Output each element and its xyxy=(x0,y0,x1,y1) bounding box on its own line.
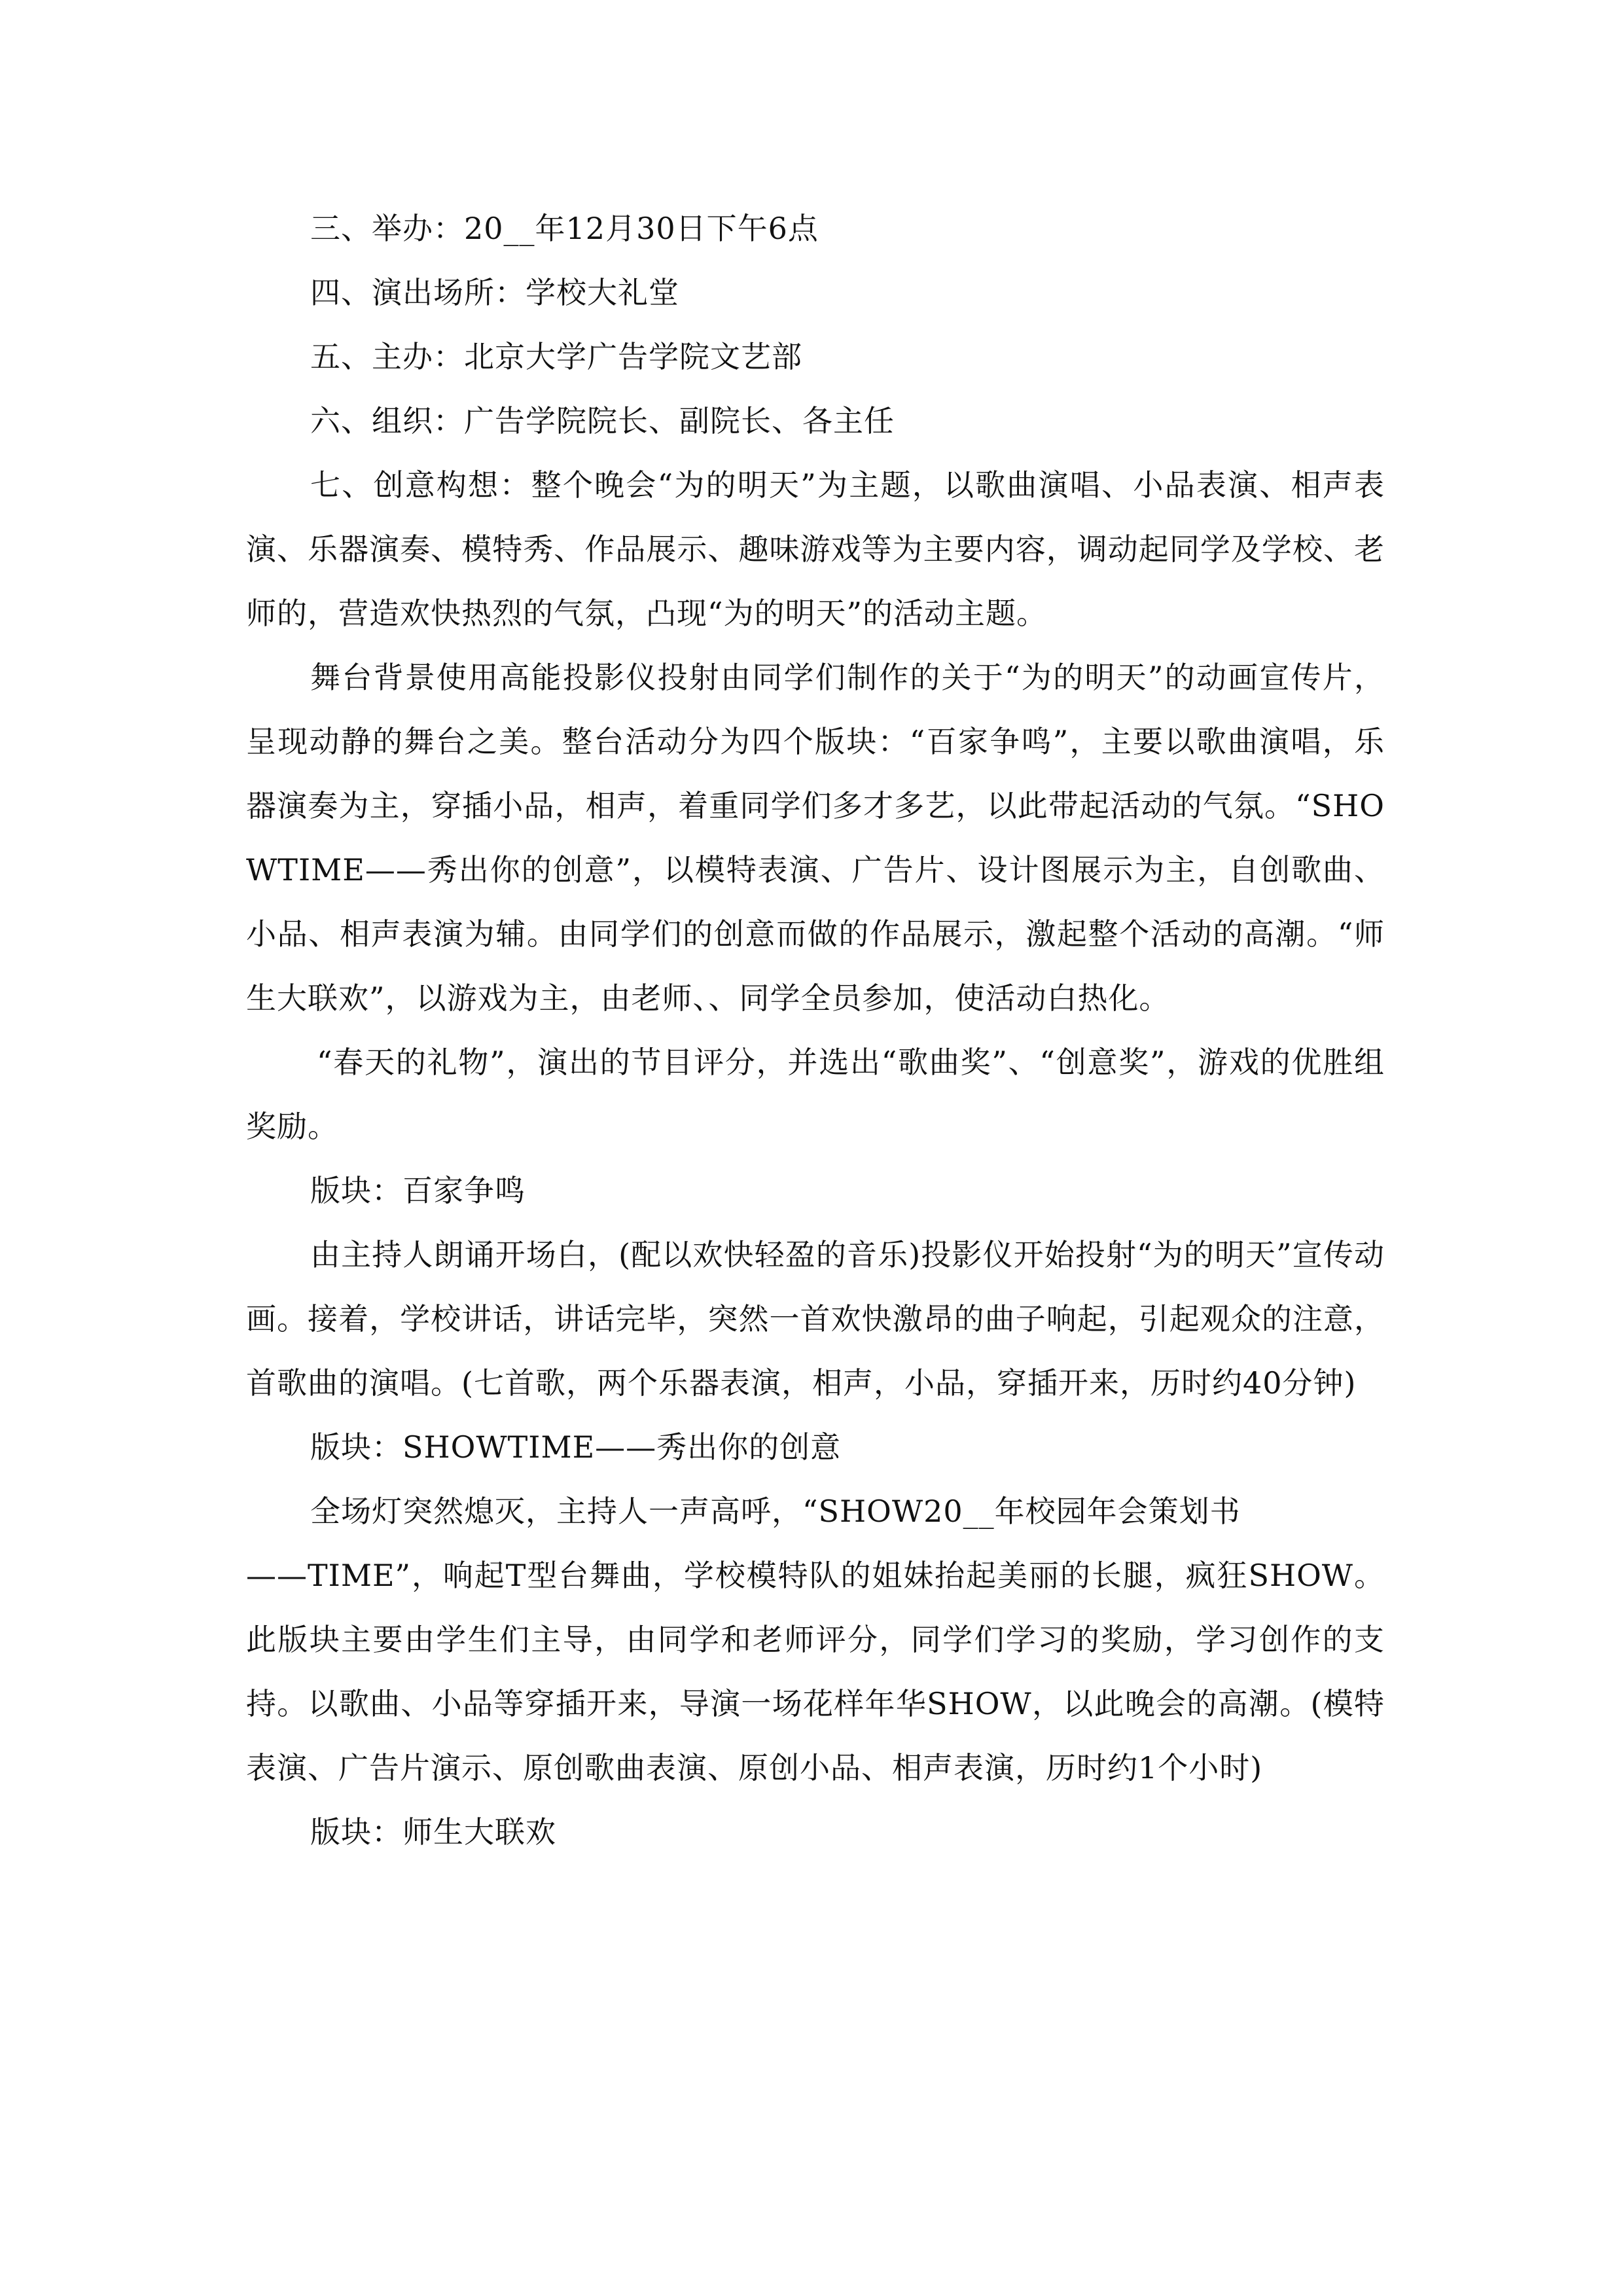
paragraph-creative-concept: 七、创意构想：整个晚会“为的明天”为主题，以歌曲演唱、小品表演、相声表演、乐器演奏、模特秀、作品展示、趣味游戏等为主要内容，调动起同学及学校、老师的，营造欢快热烈的气氛，凸现“为的明天”的活动主题。 xyxy=(246,467,1385,631)
paragraph-showtime-opening: 全场灯突然熄灭，主持人一声高呼，“SHOW20__年校园年会策划书 xyxy=(310,1494,1241,1529)
document-body xyxy=(246,196,1385,1864)
section-heading-party: 版块：师生大联欢 xyxy=(310,1814,556,1850)
paragraph-organizer: 六、组织：广告学院院长、副院长、各主任 xyxy=(310,403,895,439)
section-heading-showtime: 版块：SHOWTIME——秀出你的创意 xyxy=(310,1429,842,1465)
paragraph-spring-gift: “春天的礼物”，演出的节目评分，并选出“歌曲奖”、“创意奖”，游戏的优胜组奖励。 xyxy=(246,1045,1385,1144)
paragraph-showtime-content: ——TIME”，响起T型台舞曲，学校模特队的姐妹抬起美丽的长腿，疯狂SHOW。此版块主要由学生们主导，由同学和老师评分，同学们学习的奖励，学习创作的支持。以歌曲、小品等穿插开来，导演一场花样年华SHOW，以此晚会的高潮。(模特表演、广告片演示、原创歌曲表演、原创小品、相声表演，历时约1个小时) xyxy=(246,1558,1385,1785)
paragraph-stage-background: 舞台背景使用高能投影仪投射由同学们制作的关于“为的明天”的动画宣传片，呈现动静的舞台之美。整台活动分为四个版块：“百家争鸣”，主要以歌曲演唱，乐器演奏为主，穿插小品，相声，着重同学们多才多艺，以此带起活动的气氛。“SHOWTIME——秀出你的创意”，以模特表演、广告片、设计图展示为主，自创歌曲、小品、相声表演为辅。由同学们的创意而做的作品展示，激起整个活动的高潮。“师生大联欢”，以游戏为主，由老师、、同学全员参加，使活动白热化。 xyxy=(246,660,1385,1016)
paragraph-date: 三、举办：20__年12月30日下午6点 xyxy=(310,211,819,246)
section-heading-baijia: 版块：百家争鸣 xyxy=(310,1173,526,1208)
paragraph-baijia-content: 由主持人朗诵开场白，(配以欢快轻盈的音乐)投影仪开始投射“为的明天”宣传动画。接着，学校讲话，讲话完毕，突然一首欢快激昂的曲子响起，引起观众的注意，首歌曲的演唱。(七首歌，两个乐器表演，相声，小品，穿插开来，历时约40分钟) xyxy=(246,1237,1385,1401)
paragraph-host: 五、主办：北京大学广告学院文艺部 xyxy=(310,339,802,374)
paragraph-venue: 四、演出场所：学校大礼堂 xyxy=(310,275,679,310)
